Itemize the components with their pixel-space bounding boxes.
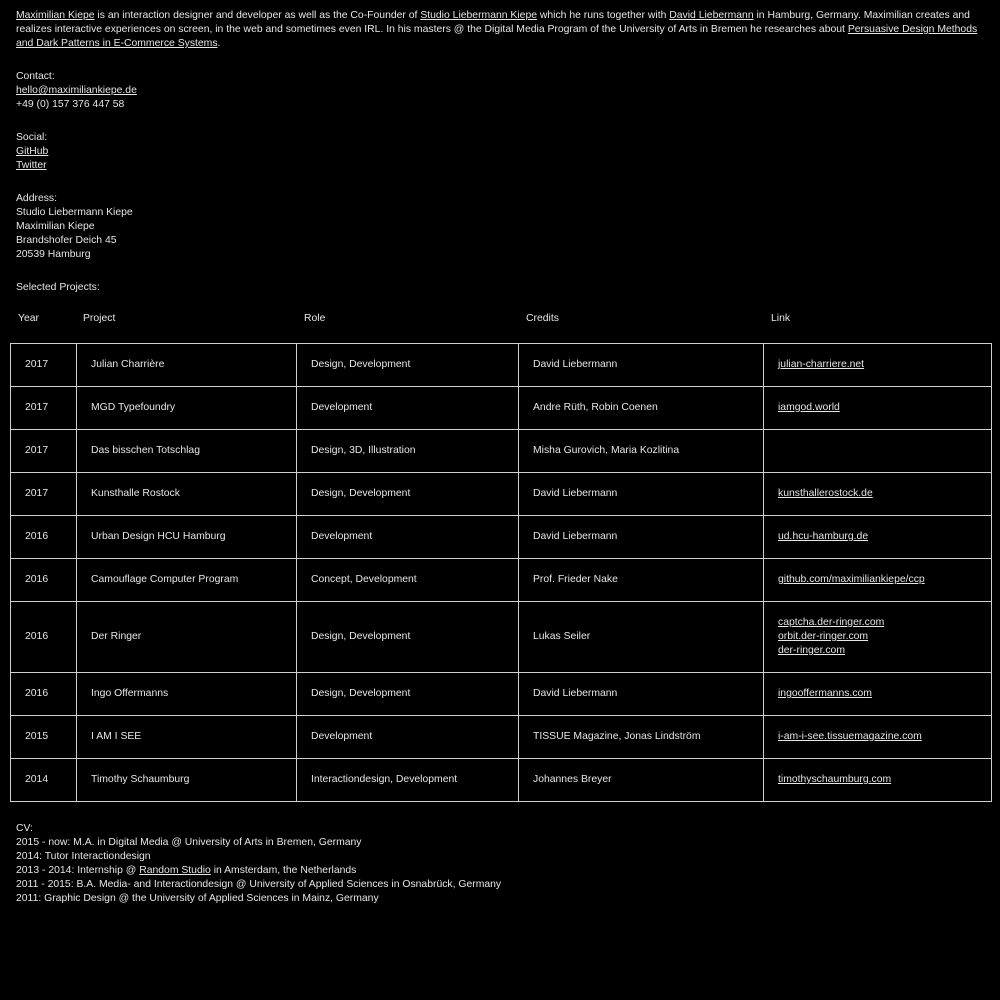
project-link-line [778,773,991,787]
project-role: Development [297,387,519,430]
project-role: Design, Development [297,344,519,387]
studio-link[interactable]: Studio Liebermann Kiepe [420,10,537,21]
intro-text-1: is an interaction designer and developer as well as the Co-Founder of [94,10,421,21]
project-name: Julian Charrière [77,344,297,387]
project-role: Design, Development [297,673,519,716]
projects-table [10,343,992,802]
cv-entry: 2011: Graphic Design @ the University of Applied Sciences in Mainz, Germany [16,893,379,904]
project-name: Timothy Schaumburg [77,759,297,802]
header-role: Role [304,313,326,324]
project-role: Development [297,516,519,559]
header-credits: Credits [526,313,559,324]
project-name: Camouflage Computer Program [77,559,297,602]
social-label: Social: [16,132,48,143]
project-year: 2016 [11,559,77,602]
contact-section [16,70,984,112]
table-row [11,673,992,716]
address-line: Maximilian Kiepe [16,221,95,232]
project-role: Concept, Development [297,559,519,602]
project-link[interactable]: ingooffermanns.com [778,688,872,699]
project-links [764,716,992,759]
intro-text-4: . [217,38,221,49]
project-link[interactable]: iamgod.world [778,402,840,413]
address-label: Address: [16,193,58,204]
address-line: 20539 Hamburg [16,249,91,260]
cv-entry: 2015 - now: M.A. in Digital Media @ University of Arts in Bremen, Germany [16,837,362,848]
project-link[interactable]: julian-charriere.net [778,359,865,370]
project-link[interactable]: orbit.der-ringer.com [778,631,869,642]
header-year: Year [18,313,39,324]
project-year: 2016 [11,673,77,716]
project-link-line [778,687,991,701]
cv-entry-text: in Amsterdam, the Netherlands [210,865,357,876]
project-links [764,759,992,802]
project-link[interactable]: i-am-i-see.tissuemagazine.com [778,731,922,742]
address-line: Brandshofer Deich 45 [16,235,117,246]
project-links [764,516,992,559]
partner-link[interactable]: David Liebermann [669,10,754,21]
table-row [11,516,992,559]
project-link[interactable]: timothyschaumburg.com [778,774,892,785]
projects-label: Selected Projects: [16,282,100,293]
project-link[interactable]: captcha.der-ringer.com [778,617,885,628]
cv-entry: 2014: Tutor Interactiondesign [16,851,151,862]
intro-text-3: in Hamburg, Germany. Maximilian creates and realizes interactive experiences on screen, in the web and sometimes even IRL. In his masters @ the Digital Media Program of the University of Arts in Bremen he researches about [16,10,970,35]
table-row [11,602,992,673]
cv-entry [16,864,501,878]
header-project: Project [83,313,116,324]
project-link-line [778,401,991,415]
table-row [11,559,992,602]
project-link[interactable]: github.com/maximiliankiepe/ccp [778,574,925,585]
project-credits: David Liebermann [519,673,764,716]
table-row [11,344,992,387]
project-name: Urban Design HCU Hamburg [77,516,297,559]
project-year: 2014 [11,759,77,802]
phone-number: +49 (0) 157 376 447 58 [16,99,125,110]
project-links [764,344,992,387]
project-link[interactable]: ud.hcu-hamburg.de [778,531,869,542]
project-credits: Prof. Frieder Nake [519,559,764,602]
project-name: Ingo Offermanns [77,673,297,716]
project-year: 2016 [11,602,77,673]
project-credits: Lukas Seiler [519,602,764,673]
project-role: Design, 3D, Illustration [297,430,519,473]
cv-label: CV: [16,823,33,834]
project-link-line [778,630,991,644]
cv-entry-text: 2013 - 2014: Internship @ [16,865,140,876]
project-year: 2017 [11,344,77,387]
table-row [11,387,992,430]
project-credits: Johannes Breyer [519,759,764,802]
project-links [764,602,992,673]
project-link-line [778,358,991,372]
project-year: 2016 [11,516,77,559]
project-name: Der Ringer [77,602,297,673]
project-credits: Andre Rüth, Robin Coenen [519,387,764,430]
project-links [764,673,992,716]
project-link-line [778,616,991,630]
project-link-line [778,530,991,544]
table-row [11,473,992,516]
twitter-link[interactable]: Twitter [16,160,47,171]
project-link[interactable]: der-ringer.com [778,645,845,656]
intro-text-2: which he runs together with [537,10,670,21]
project-credits: David Liebermann [519,344,764,387]
project-year: 2017 [11,430,77,473]
project-credits: David Liebermann [519,473,764,516]
table-row [11,430,992,473]
intro-paragraph [16,9,984,51]
project-year: 2017 [11,387,77,430]
project-role: Development [297,716,519,759]
project-credits: David Liebermann [519,516,764,559]
project-link-line [778,573,991,587]
project-credits: Misha Gurovich, Maria Kozlitina [519,430,764,473]
project-link-line [778,730,991,744]
cv-entry: 2011 - 2015: B.A. Media- and Interactiondesign @ University of Applied Sciences in Osnabrück, Germany [16,879,502,890]
table-row [11,759,992,802]
table-row [11,716,992,759]
cv-section [16,822,501,906]
project-links [764,387,992,430]
github-link[interactable]: GitHub [16,146,49,157]
project-year: 2015 [11,716,77,759]
project-link[interactable]: kunsthallerostock.de [778,488,873,499]
address-section [16,192,984,262]
project-name: Das bisschen Totschlag [77,430,297,473]
research-link[interactable]: Persuasive Design Methods and Dark Patterns in E-Commerce Systems [16,24,978,49]
project-link-line [778,644,991,658]
email-link[interactable]: hello@maximiliankiepe.de [16,85,137,96]
project-name: Kunsthalle Rostock [77,473,297,516]
project-links [764,473,992,516]
project-name: MGD Typefoundry [77,387,297,430]
project-link-line [778,487,991,501]
project-credits: TISSUE Magazine, Jonas Lindström [519,716,764,759]
name-link[interactable]: Maximilian Kiepe [16,10,95,21]
projects-table-header [0,312,984,332]
project-links [764,430,992,473]
project-role: Interactiondesign, Development [297,759,519,802]
project-year: 2017 [11,473,77,516]
contact-label: Contact: [16,71,55,82]
project-name: I AM I SEE [77,716,297,759]
project-links [764,559,992,602]
header-link: Link [771,313,791,324]
social-section [16,131,984,173]
project-role: Design, Development [297,602,519,673]
random-studio-link[interactable]: Random Studio [139,865,211,876]
project-role: Design, Development [297,473,519,516]
address-line: Studio Liebermann Kiepe [16,207,133,218]
